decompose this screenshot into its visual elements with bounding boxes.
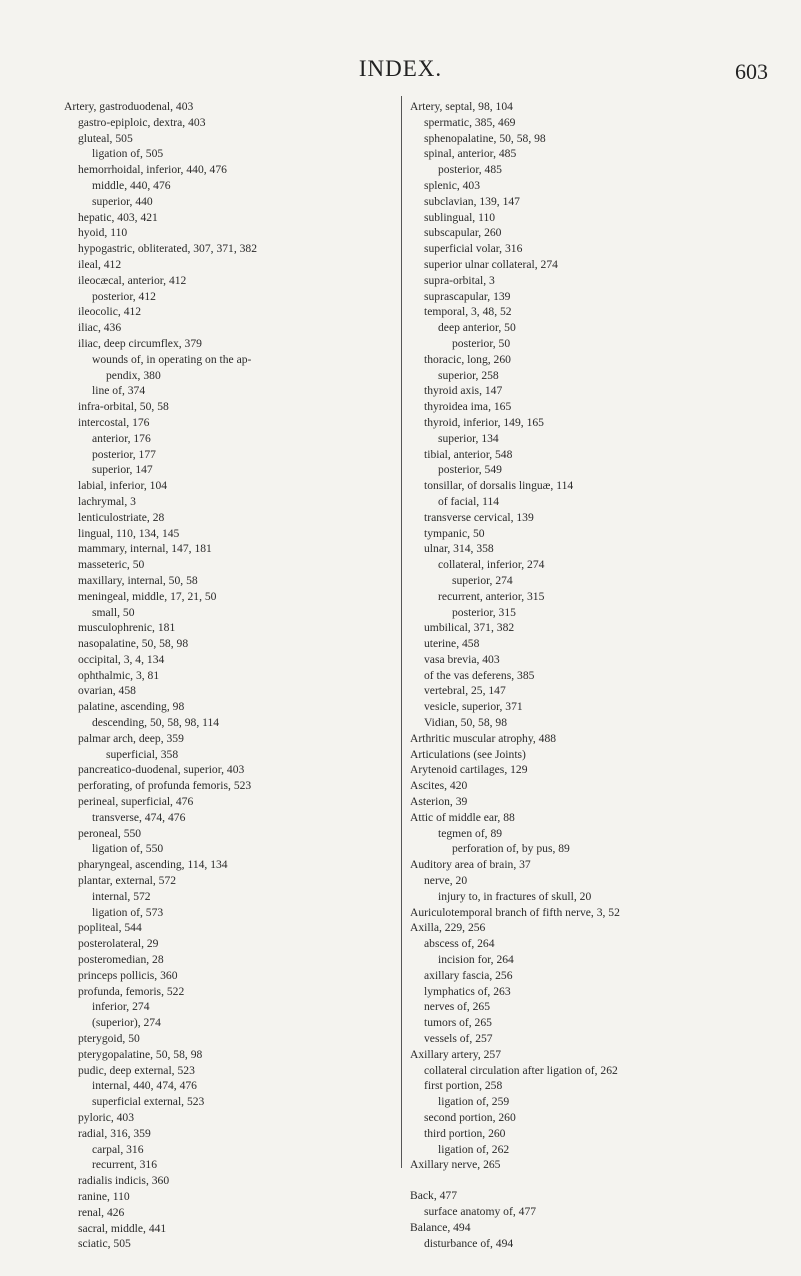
index-entry: tympanic, 50 <box>424 526 485 540</box>
index-entry: ligation of, 259 <box>438 1095 510 1109</box>
index-entry: Auriculotemporal branch of fifth nerve, 3, 52 <box>410 905 620 919</box>
index-entry: nerve, 20 <box>424 874 468 888</box>
index-entry: Axillary artery, 257 <box>410 1047 502 1061</box>
index-entry: ligation of, 262 <box>438 1142 510 1156</box>
index-entry: occipital, 3, 4, 134 <box>78 652 165 666</box>
index-entry: suprascapular, 139 <box>424 289 511 303</box>
index-entry: recurrent, 316 <box>92 1158 158 1172</box>
index-entry: posterior, 485 <box>438 163 502 177</box>
index-entry: thyroid axis, 147 <box>424 384 503 398</box>
index-entry: posterior, 549 <box>438 463 502 477</box>
index-entry: wounds of, in operating on the ap- <box>92 352 252 366</box>
index-entry: posterior, 50 <box>452 336 511 350</box>
index-entry: third portion, 260 <box>424 1126 506 1140</box>
column-divider <box>401 96 402 1168</box>
index-entry: surface anatomy of, 477 <box>424 1204 537 1218</box>
index-entry: posteromedian, 28 <box>78 953 164 967</box>
index-entry: princeps pollicis, 360 <box>78 968 178 982</box>
index-entry: palatine, ascending, 98 <box>78 700 185 714</box>
index-entry: subscapular, 260 <box>424 226 502 240</box>
index-entry: vasa brevia, 403 <box>424 652 500 666</box>
index-entry: umbilical, 371, 382 <box>424 621 515 635</box>
index-entry: tibial, anterior, 548 <box>424 447 513 461</box>
index-entry: transverse cervical, 139 <box>424 510 534 524</box>
index-entry: vessels of, 257 <box>424 1032 493 1046</box>
index-entry: lymphatics of, 263 <box>424 984 511 998</box>
index-entry: transverse, 474, 476 <box>92 810 186 824</box>
index-entry: posterolateral, 29 <box>78 937 159 951</box>
index-entry: uterine, 458 <box>424 637 480 651</box>
index-entry: tegmen of, 89 <box>438 826 503 840</box>
index-entry: renal, 426 <box>78 1205 125 1219</box>
index-entry: peroneal, 550 <box>78 826 142 840</box>
index-entry: second portion, 260 <box>424 1111 516 1124</box>
index-entry: ophthalmic, 3, 81 <box>78 668 160 682</box>
index-entry: tumors of, 265 <box>424 1016 492 1030</box>
index-entry: gastro-epiploic, dextra, 403 <box>78 115 206 129</box>
index-entry: maxillary, internal, 50, 58 <box>78 573 198 587</box>
index-entry: Auditory area of brain, 37 <box>410 858 531 872</box>
index-entry: Back, 477 <box>410 1189 458 1203</box>
index-entry: ligation of, 550 <box>92 842 164 856</box>
index-entry: sacral, middle, 441 <box>78 1221 167 1235</box>
index-entry: sublingual, 110 <box>424 210 496 224</box>
index-entry: hypogastric, obliterated, 307, 371, 382 <box>78 242 258 256</box>
index-entry: popliteal, 544 <box>78 921 142 935</box>
index-entry: iliac, deep circumflex, 379 <box>78 336 202 350</box>
index-entry: nasopalatine, 50, 58, 98 <box>78 637 189 651</box>
index-entry: profunda, femoris, 522 <box>78 984 185 998</box>
index-entry: gluteal, 505 <box>78 131 133 145</box>
index-entry: descending, 50, 58, 98, 114 <box>92 716 220 730</box>
index-entry: supra-orbital, 3 <box>424 273 495 287</box>
index-entry: spermatic, 385, 469 <box>424 115 516 129</box>
index-entry: superficial external, 523 <box>92 1095 205 1109</box>
index-entry: hepatic, 403, 421 <box>78 210 158 224</box>
index-entry: superior, 134 <box>438 431 499 445</box>
index-entry: pterygoid, 50 <box>78 1032 140 1046</box>
index-entry: ileocolic, 412 <box>78 305 142 319</box>
index-entry: pyloric, 403 <box>78 1111 135 1124</box>
index-column-right <box>410 99 785 1251</box>
index-entry: plantar, external, 572 <box>78 874 177 888</box>
index-entry: injury to, in fractures of skull, 20 <box>438 889 592 903</box>
index-entry: infra-orbital, 50, 58 <box>78 400 169 414</box>
index-entry: temporal, 3, 48, 52 <box>424 305 512 319</box>
index-entry: Artery, gastroduodenal, 403 <box>64 100 194 113</box>
index-entry: lingual, 110, 134, 145 <box>78 526 180 540</box>
index-entry: intercostal, 176 <box>78 415 150 429</box>
index-entry: lenticulostriate, 28 <box>78 510 165 524</box>
index-entry: superficial volar, 316 <box>424 242 523 256</box>
index-entry: meningeal, middle, 17, 21, 50 <box>78 589 217 603</box>
index-entry: perforating, of profunda femoris, 523 <box>78 779 252 793</box>
index-entry: of the vas deferens, 385 <box>424 668 535 682</box>
index-entry: labial, inferior, 104 <box>78 479 168 493</box>
index-entry: Axilla, 229, 256 <box>410 921 486 935</box>
index-entry: subclavian, 139, 147 <box>424 194 520 208</box>
index-entry: anterior, 176 <box>92 431 151 445</box>
index-entry: recurrent, anterior, 315 <box>438 589 545 603</box>
index-entry: hyoid, 110 <box>78 226 128 240</box>
index-entry: Arytenoid cartilages, 129 <box>410 763 528 777</box>
index-entry: ligation of, 505 <box>92 147 164 161</box>
index-entry: Asterion, 39 <box>410 795 468 809</box>
index-entry: posterior, 315 <box>452 605 516 619</box>
index-entry: Attic of middle ear, 88 <box>410 810 515 824</box>
index-entry: disturbance of, 494 <box>424 1236 514 1250</box>
index-entry: masseteric, 50 <box>78 558 145 572</box>
index-entry: inferior, 274 <box>92 1000 150 1014</box>
index-entry: sciatic, 505 <box>78 1237 131 1251</box>
index-entry: Artery, septal, 98, 104 <box>410 100 513 113</box>
index-entry: small, 50 <box>92 605 135 619</box>
index-entry: vesicle, superior, 371 <box>424 700 523 714</box>
index-entry: superior, 258 <box>438 368 499 382</box>
index-entry: Vidian, 50, 58, 98 <box>424 716 508 730</box>
index-entry: incision for, 264 <box>438 953 514 967</box>
index-entry: thyroidea ima, 165 <box>424 400 512 414</box>
index-entry: posterior, 412 <box>92 289 156 303</box>
index-entry: vertebral, 25, 147 <box>424 684 506 698</box>
index-entry: ileocæcal, anterior, 412 <box>78 273 187 287</box>
page-title: INDEX. <box>358 56 443 81</box>
index-entry: superficial, 358 <box>106 747 179 761</box>
index-entry: (superior), 274 <box>92 1016 161 1030</box>
index-entry: middle, 440, 476 <box>92 178 171 192</box>
index-entry: abscess of, 264 <box>424 937 495 951</box>
index-entry: Articulations (see Joints) <box>410 747 526 761</box>
index-entry: radial, 316, 359 <box>78 1126 151 1140</box>
index-entry: internal, 572 <box>92 889 151 903</box>
index-entry: ovarian, 458 <box>78 684 136 698</box>
index-entry: pendix, 380 <box>106 368 161 382</box>
index-entry: axillary fascia, 256 <box>424 968 513 982</box>
index-entry: nerves of, 265 <box>424 1000 491 1014</box>
index-entry: sphenopalatine, 50, 58, 98 <box>424 131 546 145</box>
index-entry: superior, 440 <box>92 194 153 208</box>
index-entry: first portion, 258 <box>424 1079 503 1093</box>
index-entry: line of, 374 <box>92 384 146 398</box>
index-entry: pterygopalatine, 50, 58, 98 <box>78 1047 203 1061</box>
index-entry: palmar arch, deep, 359 <box>78 731 184 745</box>
index-entry: Ascites, 420 <box>410 779 468 793</box>
index-entry: superior, 274 <box>452 573 513 587</box>
index-entry: perforation of, by pus, 89 <box>452 842 570 856</box>
index-entry: posterior, 177 <box>92 447 156 461</box>
index-entry: radialis indicis, 360 <box>78 1174 170 1188</box>
index-entry: superior, 147 <box>92 463 153 477</box>
index-entry: pancreatico-duodenal, superior, 403 <box>78 763 245 777</box>
index-entry: internal, 440, 474, 476 <box>92 1079 197 1093</box>
index-entry: superior ulnar collateral, 274 <box>424 257 558 271</box>
index-entry: deep anterior, 50 <box>438 321 516 335</box>
index-column-left <box>64 99 396 1252</box>
index-entry: carpal, 316 <box>92 1142 144 1156</box>
index-entry: musculophrenic, 181 <box>78 621 176 635</box>
index-entry: mammary, internal, 147, 181 <box>78 542 212 556</box>
index-entry: ulnar, 314, 358 <box>424 542 494 556</box>
index-entry: Axillary nerve, 265 <box>410 1158 501 1172</box>
index-entry: collateral circulation after ligation of, 262 <box>424 1063 618 1077</box>
index-entry: thyroid, inferior, 149, 165 <box>424 415 544 429</box>
index-entry: thoracic, long, 260 <box>424 352 511 366</box>
index-entry: pharyngeal, ascending, 114, 134 <box>78 858 228 872</box>
index-entry: splenic, 403 <box>424 178 481 192</box>
index-entry: ileal, 412 <box>78 257 122 271</box>
page-number: 603 <box>735 59 768 84</box>
index-entry: of facial, 114 <box>438 494 500 508</box>
index-entry: ranine, 110 <box>78 1189 130 1203</box>
index-entry: Balance, 494 <box>410 1220 471 1234</box>
index-entry: Arthritic muscular atrophy, 488 <box>410 731 557 745</box>
index-entry: iliac, 436 <box>78 321 122 335</box>
index-entry: perineal, superficial, 476 <box>78 795 194 809</box>
index-entry: ligation of, 573 <box>92 905 164 919</box>
index-entry: spinal, anterior, 485 <box>424 147 517 161</box>
index-entry: lachrymal, 3 <box>78 494 136 508</box>
index-entry: tonsillar, of dorsalis linguæ, 114 <box>424 479 574 493</box>
index-entry: collateral, inferior, 274 <box>438 558 545 572</box>
index-entry: hemorrhoidal, inferior, 440, 476 <box>78 163 227 177</box>
index-entry: pudic, deep external, 523 <box>78 1063 195 1077</box>
